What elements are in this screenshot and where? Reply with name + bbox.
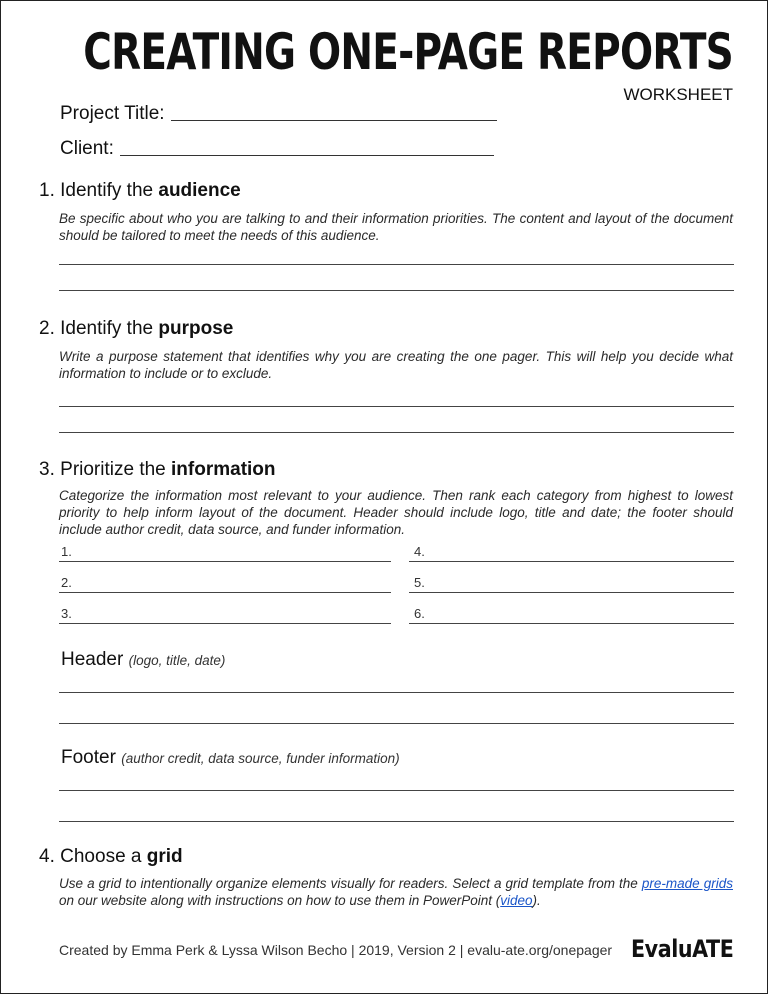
priority-line-6[interactable] — [409, 623, 734, 624]
page-title: CREATING ONE-PAGE REPORTS — [83, 23, 733, 81]
footer-label: Footer — [61, 747, 116, 768]
header-subheading — [61, 649, 225, 671]
client-line[interactable] — [120, 154, 494, 156]
priority-item-6: 6. — [414, 606, 425, 621]
priority-line-2[interactable] — [59, 592, 391, 593]
section-1-lead: Identify the — [60, 180, 154, 201]
section-1-number: 1. — [39, 180, 55, 201]
priority-item-4: 4. — [414, 544, 425, 559]
section-4-heading — [39, 846, 183, 868]
section-1-description: Be specific about who you are talking to and their information priorities. The content and layout of the document should be tailored to meet the needs of this audience. — [59, 211, 733, 243]
section-4-number: 4. — [39, 846, 55, 867]
section-2-lead: Identify the — [60, 318, 154, 339]
page-subtitle: WORKSHEET — [623, 85, 733, 104]
video-link[interactable]: video — [500, 893, 533, 908]
header-line-1[interactable] — [59, 692, 734, 693]
section-1-heading — [39, 180, 241, 202]
project-title-line[interactable] — [171, 119, 497, 121]
footer-note: (author credit, data source, funder information) — [121, 751, 400, 766]
section-3-number: 3. — [39, 459, 55, 480]
section-2-line-2[interactable] — [59, 432, 734, 433]
priority-item-1: 1. — [61, 544, 72, 559]
section-1-line-1[interactable] — [59, 264, 734, 265]
section-1-keyword: audience — [158, 180, 241, 201]
section-4-desc-part-3: ). — [532, 893, 541, 908]
client-field — [60, 138, 494, 160]
priority-item-3: 3. — [61, 606, 72, 621]
section-3-heading — [39, 459, 276, 481]
footer-line-2[interactable] — [59, 821, 734, 822]
priority-line-1[interactable] — [59, 561, 391, 562]
section-4-keyword: grid — [146, 846, 183, 867]
section-4-description — [59, 875, 733, 909]
header-line-2[interactable] — [59, 723, 734, 724]
section-2-line-1[interactable] — [59, 406, 734, 407]
section-2-keyword: purpose — [158, 318, 234, 339]
priority-line-5[interactable] — [409, 592, 734, 593]
section-2-number: 2. — [39, 318, 55, 339]
project-title-label: Project Title: — [60, 103, 165, 124]
section-3-keyword: information — [171, 459, 276, 480]
evaluate-logo: EvaluATE — [631, 935, 734, 963]
section-2-description: Write a purpose statement that identifies why you are creating the one pager. This will help you decide what information to include or to exclude. — [59, 349, 733, 381]
header-note: (logo, title, date) — [128, 653, 226, 668]
footer-credit: Created by Emma Perk & Lyssa Wilson Becho | 2019, Version 2 | evalu-ate.org/onepager — [59, 942, 613, 958]
section-4-desc-part-1: Use a grid to intentionally organize elements visually for readers. Select a grid template from the — [59, 876, 642, 891]
pre-made-grids-link[interactable]: pre-made grids — [641, 876, 733, 891]
section-2-heading — [39, 318, 233, 340]
priority-line-4[interactable] — [409, 561, 734, 562]
footer-line-1[interactable] — [59, 790, 734, 791]
priority-line-3[interactable] — [59, 623, 391, 624]
section-3-lead: Prioritize the — [60, 459, 166, 480]
priority-item-5: 5. — [414, 575, 425, 590]
client-label: Client: — [60, 138, 114, 159]
project-title-field — [60, 103, 497, 125]
priority-item-2: 2. — [61, 575, 72, 590]
section-3-description: Categorize the information most relevant to your audience. Then rank each category from highest to lowest priority to help inform layout of the document. Header should include logo, title and date; the footer should include author credit, data source, and funder information. — [59, 488, 733, 537]
section-4-lead: Choose a — [60, 846, 142, 867]
section-4-desc-part-2: on our website along with instructions on how to use them in PowerPoint ( — [59, 893, 501, 908]
footer-subheading — [61, 747, 400, 769]
section-1-line-2[interactable] — [59, 290, 734, 291]
header-label: Header — [61, 649, 124, 670]
